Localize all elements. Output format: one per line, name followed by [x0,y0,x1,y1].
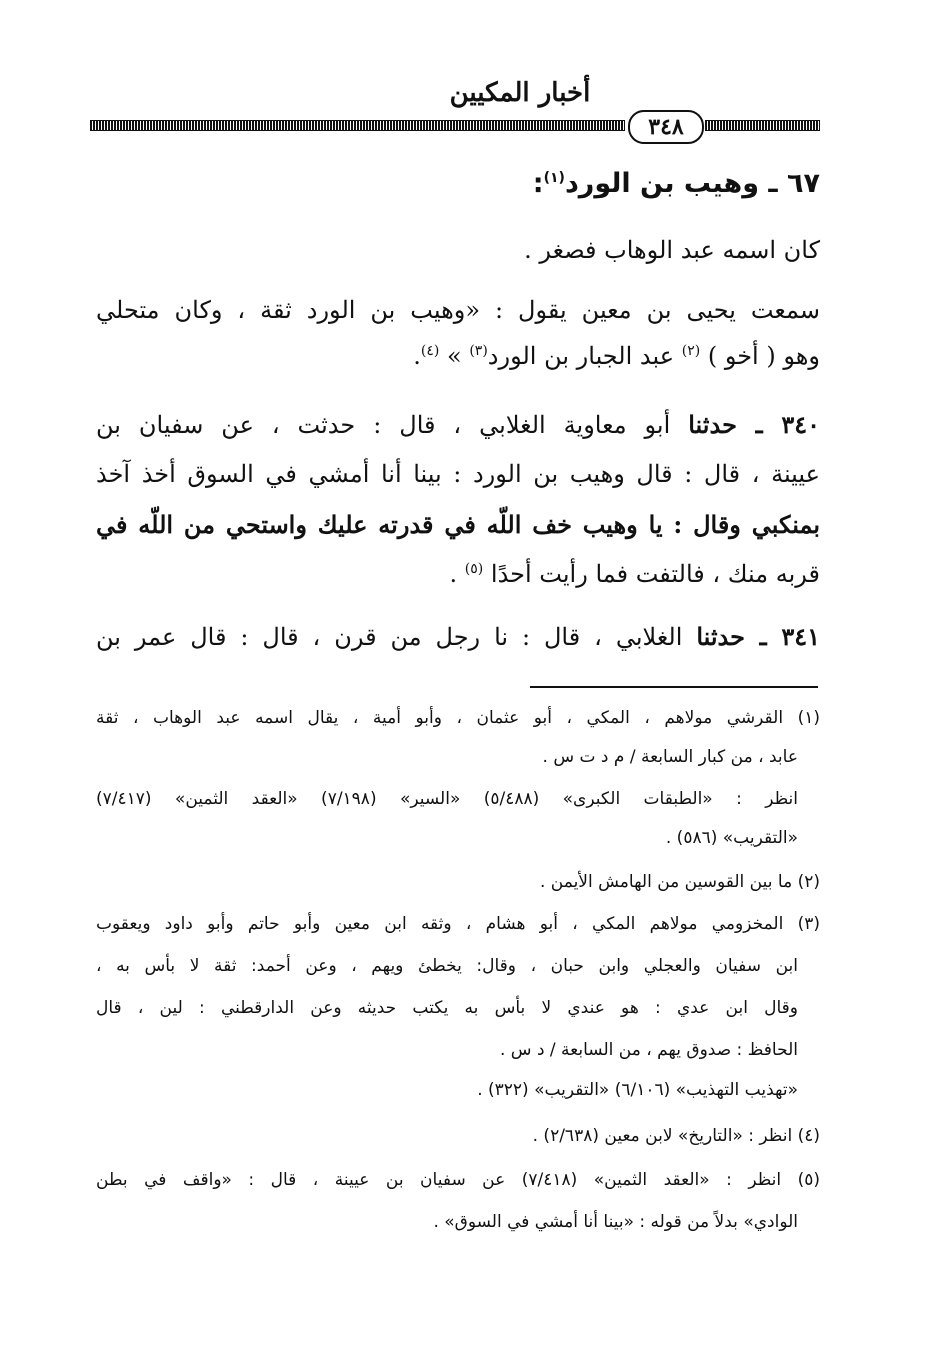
footnote-ref: (٤) [420,343,440,359]
header-rule-right [705,120,820,131]
footnote-line: ابن سفيان والعجلي وابن حبان ، وقال: يخطئ ويهم ، وعن أحمد: ثقة لا بأس به ، [96,956,798,976]
running-title: أخبار المكيين [449,78,591,108]
body-line [96,622,820,651]
footnote-line: (٥) انظر : «العقد الثمين» (٧/٤١٨) عن سفيان بن عيينة ، قال : «واقف في بطن [96,1170,821,1190]
footnote-line: (١) القرشي مولاهم ، المكي ، أبو عثمان ، وأبو أمية ، يقال اسمه عبد الوهاب ، ثقة [96,708,820,728]
body-line: عيينة ، قال : قال وهيب بن الورد : بينا أنا أمشي في السوق أخذ آخذ [96,460,820,488]
page-number: ٣٤٨ [628,110,704,144]
text-run: وهو ( أخو ) [707,342,820,370]
text-run: الغلابي ، قال : نا رجل من قرن ، قال : قال عمر بن [96,623,683,651]
footnote-line: «تهذيب التهذيب» (٦/١٠٦) «التقريب» (٣٢٢) . [477,1080,798,1100]
footnote-ref: (٢) [681,343,701,359]
header-rule-left [90,120,625,131]
footnote-ref: (١) [543,170,565,186]
footnote-separator [530,686,818,688]
footnote-line: الوادي» بدلاً من قوله : «بينا أنا أمشي في السوق» . [433,1212,798,1232]
footnote-line: (٤) انظر : «التاريخ» لابن معين (٢/٦٣٨) . [532,1126,820,1146]
footnote-line: (٣) المخزومي مولاهم المكي ، أبو هشام ، وثقه ابن معين وأبو حاتم وأبو داود ويعقوب [96,914,820,934]
footnote-line: عابد ، من كبار السابعة / م د ت س . [542,747,798,767]
report-number: ٣٤١ ـ حدثنا [696,622,820,651]
footnote-line: الحافظ : صدوق يهم ، من السابعة / د س . [499,1040,798,1060]
text-run: . [413,342,421,370]
body-line [96,342,820,370]
entry-heading [533,168,820,199]
text-run: قربه منك ، فالتفت فما رأيت أحدًا [490,560,820,588]
body-line: كان اسمه عبد الوهاب فصغر . [524,236,820,264]
footnote-ref: (٥) [464,561,484,577]
report-number: ٣٤٠ ـ حدثنا [688,410,820,439]
text-run: أبو معاوية الغلابي ، قال : حدثت ، عن سفيان بن [96,411,671,439]
entry-heading-text: ٦٧ ـ وهيب بن الورد [564,168,820,199]
body-line: سمعت يحيى بن معين يقول : «وهيب بن الورد ثقة ، وكان متحلي [96,296,820,324]
footnote-line: «التقريب» (٥٨٦) . [665,828,798,848]
text-run: . [449,560,458,588]
body-line [96,560,820,588]
footnote-ref: (٣) [469,343,488,359]
body-line: بمنكبي وقال : يا وهيب خف اللّه في قدرته عليك واستحي من اللّه في [96,510,820,539]
footnote-line: انظر : «الطبقات الكبرى» (٥/٤٨٨) «السير» (٧/١٩٨) «العقد الثمين» (٧/٤١٧) [96,789,798,809]
text-run: عبد الجبار بن الورد [487,342,675,370]
text-run: » [447,342,462,370]
body-line [96,410,820,439]
entry-heading-suffix: : [532,168,544,199]
footnote-line: (٢) ما بين القوسين من الهامش الأيمن . [540,872,820,892]
footnote-line: وقال ابن عدي : هو عندي لا بأس به يكتب حديثه وعن الدارقطني : لين ، قال [96,998,798,1018]
